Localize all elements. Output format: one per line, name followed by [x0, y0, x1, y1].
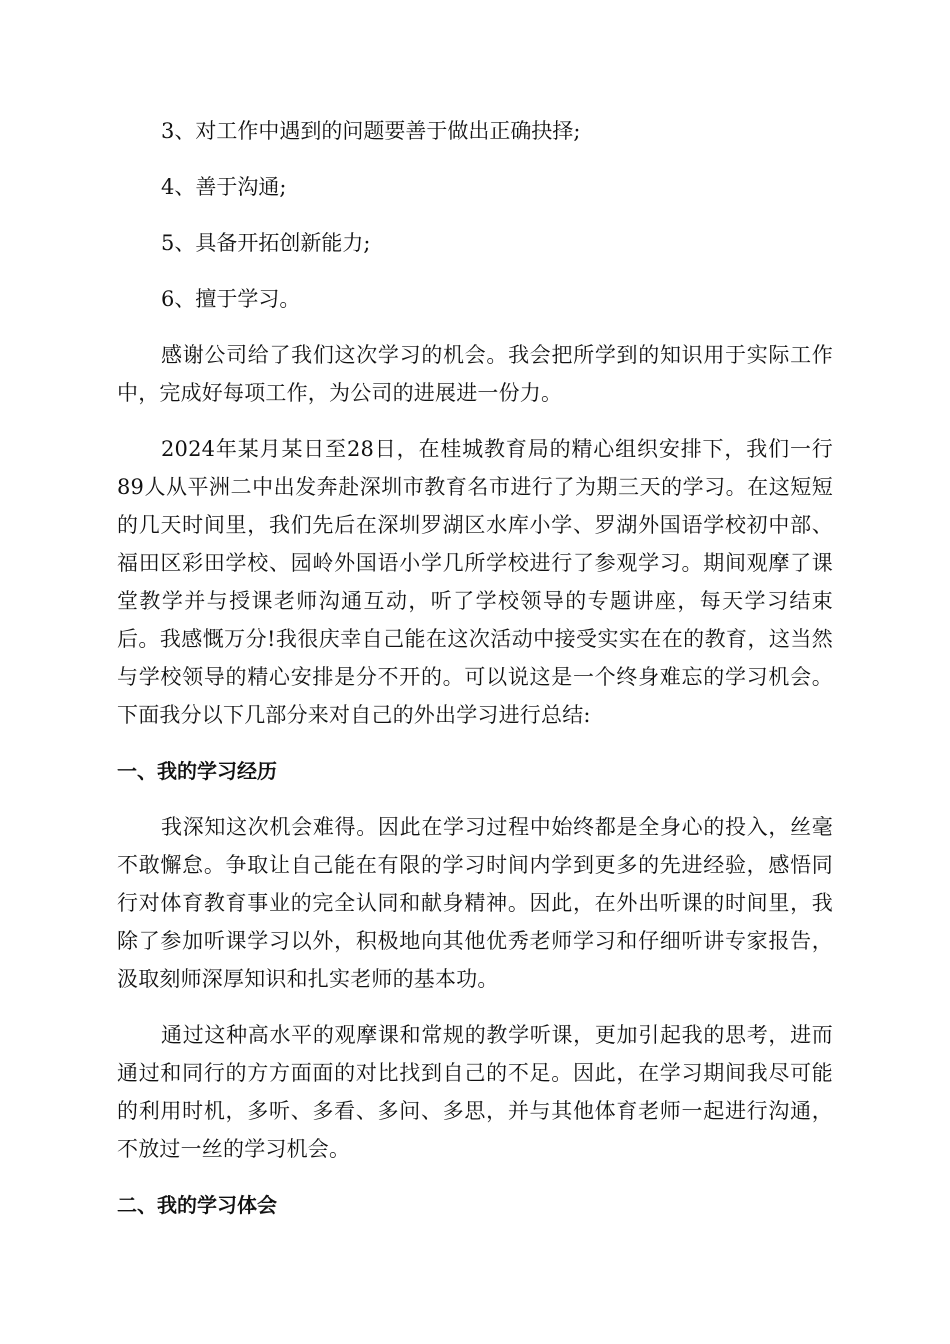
paragraph-intro: 2024年某月某日至28日，在桂城教育局的精心组织安排下，我们一行89人从平洲二中出发奔赴深圳市教育名市进行了为期三天的学习。在这短短的几天时间里，我们先后在深圳罗湖区水库小学、罗湖外国语学校初中部、福田区彩田学校、园岭外国语小学几所学校进行了参观学习。期间观摩了课堂教学并与授课老师沟通互动，听了学校领导的专题讲座，每天学习结束后。我感慨万分!我很庆幸自己能在这次活动中接受实实在在的教育，这当然与学校领导的精心安排是分不开的。可以说这是一个终身难忘的学习机会。下面我分以下几部分来对自己的外出学习进行总结: [117, 437, 833, 727]
section-heading-1: 一、我的学习经历 [117, 759, 277, 783]
list-item-3: 3、对工作中遇到的问题要善于做出正确抉择; [161, 119, 581, 143]
list-item-6: 6、擅于学习。 [161, 287, 301, 311]
paragraph-thanks: 感谢公司给了我们这次学习的机会。我会把所学到的知识用于实际工作中，完成好每项工作，为公司的进展进一份力。 [117, 343, 833, 405]
list-item-5: 5、具备开拓创新能力; [161, 231, 371, 255]
paragraph-experience: 我深知这次机会难得。因此在学习过程中始终都是全身心的投入，丝毫不敢懈怠。争取让自己能在有限的学习时间内学到更多的先进经验，感悟同行对体育教育事业的完全认同和献身精神。因此，在外出听课的时间里，我除了参加听课学习以外，积极地向其他优秀老师学习和仔细听讲专家报告，汲取刻师深厚知识和扎实老师的基本功。 [117, 815, 833, 991]
paragraph-reflection: 通过这种高水平的观摩课和常规的教学听课，更加引起我的思考，进而通过和同行的方方面面的对比找到自己的不足。因此，在学习期间我尽可能的利用时机，多听、多看、多问、多思，并与其他体育老师一起进行沟通，不放过一丝的学习机会。 [117, 1023, 833, 1161]
document-body [117, 112, 833, 1242]
section-heading-2: 二、我的学习体会 [117, 1193, 277, 1217]
list-item-4: 4、善于沟通; [161, 175, 287, 199]
